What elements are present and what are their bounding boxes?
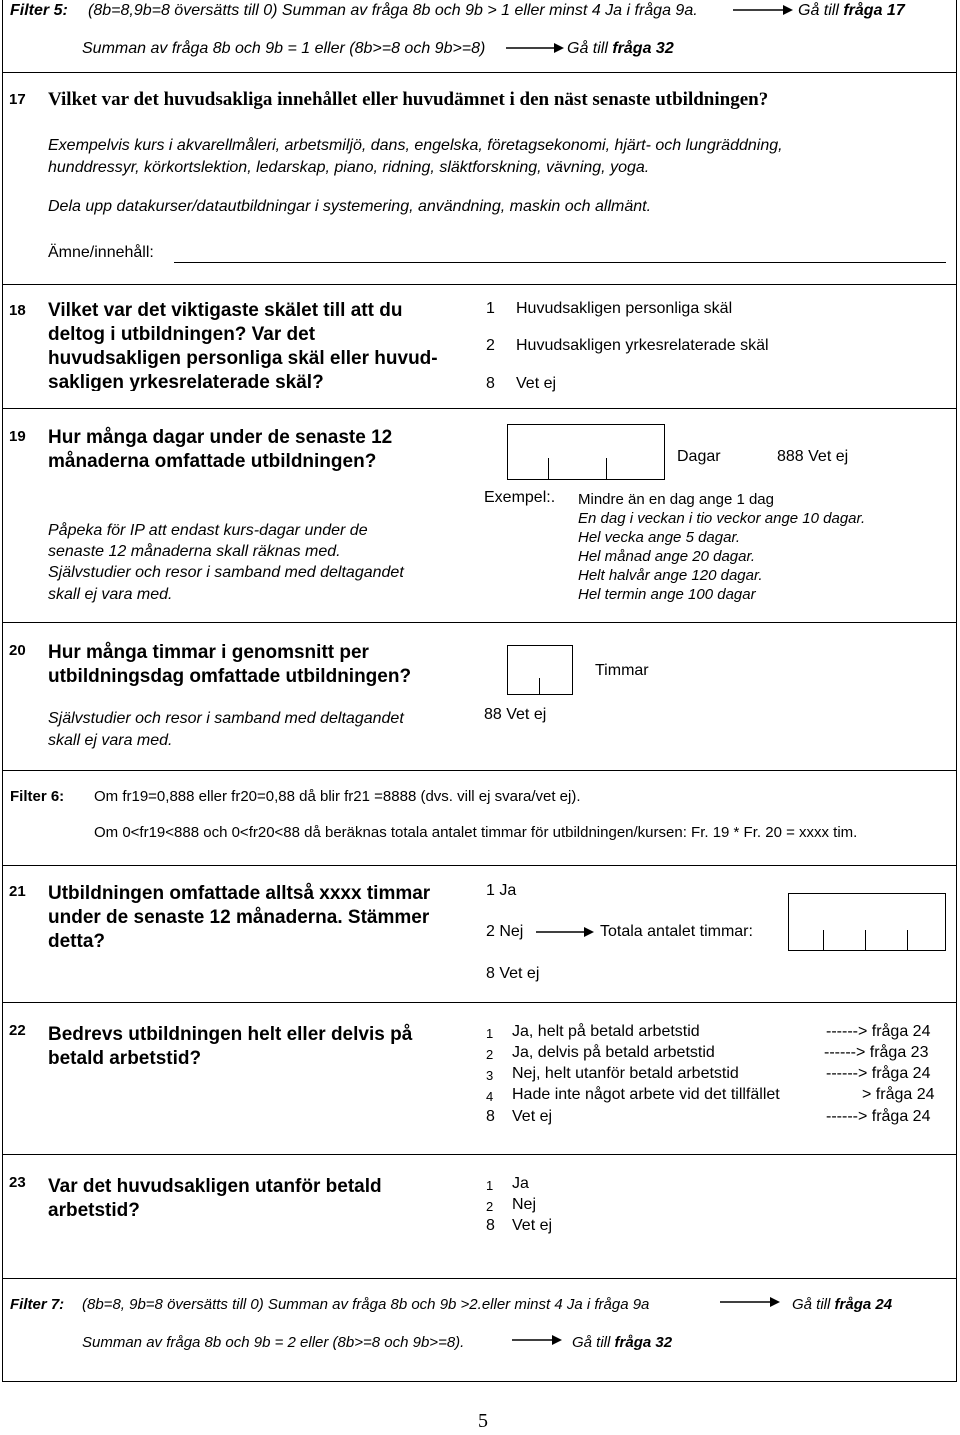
answer-line[interactable] [174, 262, 946, 263]
divider [2, 72, 957, 73]
unit-label: Timmar [595, 662, 649, 679]
question-text: arbetstid? [48, 1200, 140, 1221]
arrow-right-icon [512, 1334, 562, 1346]
question-number: 22 [9, 1022, 26, 1039]
divider [2, 284, 957, 285]
option-code: 8 [486, 1217, 495, 1234]
filter7-label: Filter 7: [10, 1296, 65, 1313]
option-nej[interactable]: 2 Nej [486, 923, 524, 940]
question-example: Exempelvis kurs i akvarellmåleri, arbetsmiljö, dans, engelska, företagsekonomi, hjärt- och lungräddning, [48, 137, 783, 154]
example-line: Hel månad ange 20 dagar. [578, 548, 756, 565]
filter7-goto-1: Gå till fråga 24 [792, 1296, 893, 1313]
digit-separator [539, 678, 540, 695]
option-route: ------> fråga 24 [826, 1023, 931, 1040]
number-input-box[interactable] [507, 424, 665, 480]
question-text: Var det huvudsakligen utanför betald [48, 1176, 382, 1197]
question-text: huvudsakligen personliga skäl eller huvud- [48, 348, 438, 369]
question-text: månaderna omfattade utbildningen? [48, 451, 377, 472]
interviewer-instruction: Självstudier och resor i samband med deltagandet [48, 564, 404, 581]
interviewer-instruction: Påpeka för IP att endast kurs-dagar under de [48, 522, 368, 539]
question-text: Vilket var det viktigaste skälet till att du [48, 300, 403, 321]
question-text: Vilket var det huvudsakliga innehållet eller huvudämnet i den näst senaste utbildningen? [48, 89, 769, 110]
filter5-condition-1: (8b=8,9b=8 översätts till 0) Summan av fråga 8b och 9b > 1 eller minst 4 Ja i fråga 9a. [88, 2, 698, 19]
digit-separator [907, 930, 908, 951]
question-number: 20 [9, 642, 26, 659]
option-code: 8 [486, 1108, 495, 1125]
divider [2, 622, 957, 623]
option-label[interactable]: Nej [512, 1196, 537, 1213]
question-number: 21 [9, 883, 26, 900]
option-label[interactable]: Hade inte något arbete vid det tillfället [512, 1086, 780, 1103]
option-code: 1 [486, 1026, 494, 1041]
question-text: Hur många dagar under de senaste 12 [48, 427, 393, 448]
filter5-condition-2: Summan av fråga 8b och 9b = 1 eller (8b>=8 och 9b>=8) [82, 40, 486, 57]
option-label[interactable]: Vet ej [512, 1108, 553, 1125]
question-number: 19 [9, 428, 26, 445]
option-label[interactable]: Nej, helt utanför betald arbetstid [512, 1065, 739, 1082]
option-label[interactable]: Ja [512, 1175, 529, 1192]
option-code: 3 [486, 1068, 494, 1083]
question-text: Hur många timmar i genomsnitt per [48, 642, 369, 663]
divider [2, 1278, 957, 1279]
example-line: Hel vecka ange 5 dagar. [578, 529, 741, 546]
divider [2, 865, 957, 866]
option-code: 8 [486, 375, 495, 392]
question-number: 18 [9, 302, 26, 319]
digit-separator [606, 458, 607, 480]
question-text: betald arbetstid? [48, 1048, 202, 1069]
question-number: 17 [9, 91, 26, 108]
option-route: ------> fråga 23 [824, 1044, 929, 1061]
example-label: Exempel:. [484, 489, 556, 506]
filter6-rule-1: Om fr19=0,888 eller fr20=0,88 då blir fr21 =8888 (dvs. vill ej svara/vet ej). [94, 788, 581, 805]
question-text: deltog i utbildningen? Var det [48, 324, 316, 345]
question-text: sakligen yrkesrelaterade skäl? [48, 372, 324, 391]
example-line: Mindre än en dag ange 1 dag [578, 491, 774, 508]
divider [2, 1154, 957, 1155]
option-route: ------> fråga 24 [826, 1108, 931, 1125]
arrow-right-icon [733, 4, 793, 16]
number-input-box[interactable] [507, 645, 573, 695]
filter5-goto-1: Gå till fråga 17 [798, 2, 905, 19]
page-number: 5 [478, 1410, 488, 1432]
digit-separator [823, 930, 824, 951]
filter7-condition-1: (8b=8, 9b=8 översätts till 0) Summan av fråga 8b och 9b >2.eller minst 4 Ja i fråga 9a [82, 1296, 650, 1313]
option-ja[interactable]: 1 Ja [486, 882, 517, 899]
question-text: Utbildningen omfattade alltså xxxx timmar [48, 883, 431, 904]
divider [2, 770, 957, 771]
option-label[interactable]: Vet ej [512, 1217, 553, 1234]
option-code: 2 [486, 337, 495, 354]
option-label[interactable]: Huvudsakligen yrkesrelaterade skäl [516, 337, 769, 354]
option-route: ------> fråga 24 [826, 1065, 931, 1082]
dont-know-option[interactable]: 888 Vet ej [777, 448, 849, 465]
question-text: Bedrevs utbildningen helt eller delvis på [48, 1024, 413, 1045]
question-text: detta? [48, 931, 105, 952]
question-text: under de senaste 12 månaderna. Stämmer [48, 907, 430, 928]
arrow-right-icon [536, 926, 594, 938]
option-code: 4 [486, 1089, 494, 1104]
total-hours-input-box[interactable] [788, 893, 946, 951]
total-hours-label: Totala antalet timmar: [600, 923, 753, 940]
filter7-condition-2: Summan av fråga 8b och 9b = 2 eller (8b>=8 och 9b>=8). [82, 1334, 465, 1351]
option-code: 2 [486, 1047, 494, 1062]
interviewer-instruction: skall ej vara med. [48, 586, 173, 603]
example-line: Hel termin ange 100 dagar [578, 586, 756, 603]
filter6-label: Filter 6: [10, 788, 65, 805]
option-label[interactable]: Ja, helt på betald arbetstid [512, 1023, 700, 1040]
field-label: Ämne/innehåll: [48, 244, 154, 261]
question-number: 23 [9, 1174, 26, 1191]
option-route: > fråga 24 [862, 1086, 935, 1103]
question-note: Dela upp datakurser/datautbildningar i systemering, användning, maskin och allmänt. [48, 198, 652, 215]
arrow-right-icon [506, 42, 564, 54]
digit-separator [548, 458, 549, 480]
option-vet-ej[interactable]: 8 Vet ej [486, 965, 540, 982]
filter7-goto-2: Gå till fråga 32 [572, 1334, 673, 1351]
filter6-rule-2: Om 0<fr19<888 och 0<fr20<88 då beräknas totala antalet timmar för utbildningen/kursen: Fr. 19 * Fr. 20 = xxxx tim. [94, 824, 858, 841]
arrow-right-icon [720, 1296, 780, 1308]
option-code: 2 [486, 1199, 494, 1214]
option-label[interactable]: Vet ej [516, 375, 557, 392]
divider [2, 408, 957, 409]
dont-know-option[interactable]: 88 Vet ej [484, 706, 547, 723]
interviewer-instruction: skall ej vara med. [48, 732, 173, 749]
example-line: Helt halvår ange 120 dagar. [578, 567, 763, 584]
interviewer-instruction: Självstudier och resor i samband med deltagandet [48, 710, 404, 727]
digit-separator [865, 930, 866, 951]
question-text: utbildningsdag omfattade utbildningen? [48, 666, 412, 687]
example-line: En dag i veckan i tio veckor ange 10 dagar. [578, 510, 866, 527]
interviewer-instruction: senaste 12 månaderna skall räknas med. [48, 543, 341, 560]
unit-label: Dagar [677, 448, 721, 465]
divider [2, 1002, 957, 1003]
option-label[interactable]: Ja, delvis på betald arbetstid [512, 1044, 715, 1061]
option-label[interactable]: Huvudsakligen personliga skäl [516, 300, 733, 317]
question-example: hunddressyr, körkortslektion, ledarskap, piano, ridning, släktforskning, vävning, yoga. [48, 159, 650, 176]
option-code: 1 [486, 300, 495, 317]
option-code: 1 [486, 1178, 494, 1193]
filter5-label: Filter 5: [10, 2, 68, 19]
filter5-goto-2: Gå till fråga 32 [567, 40, 674, 57]
